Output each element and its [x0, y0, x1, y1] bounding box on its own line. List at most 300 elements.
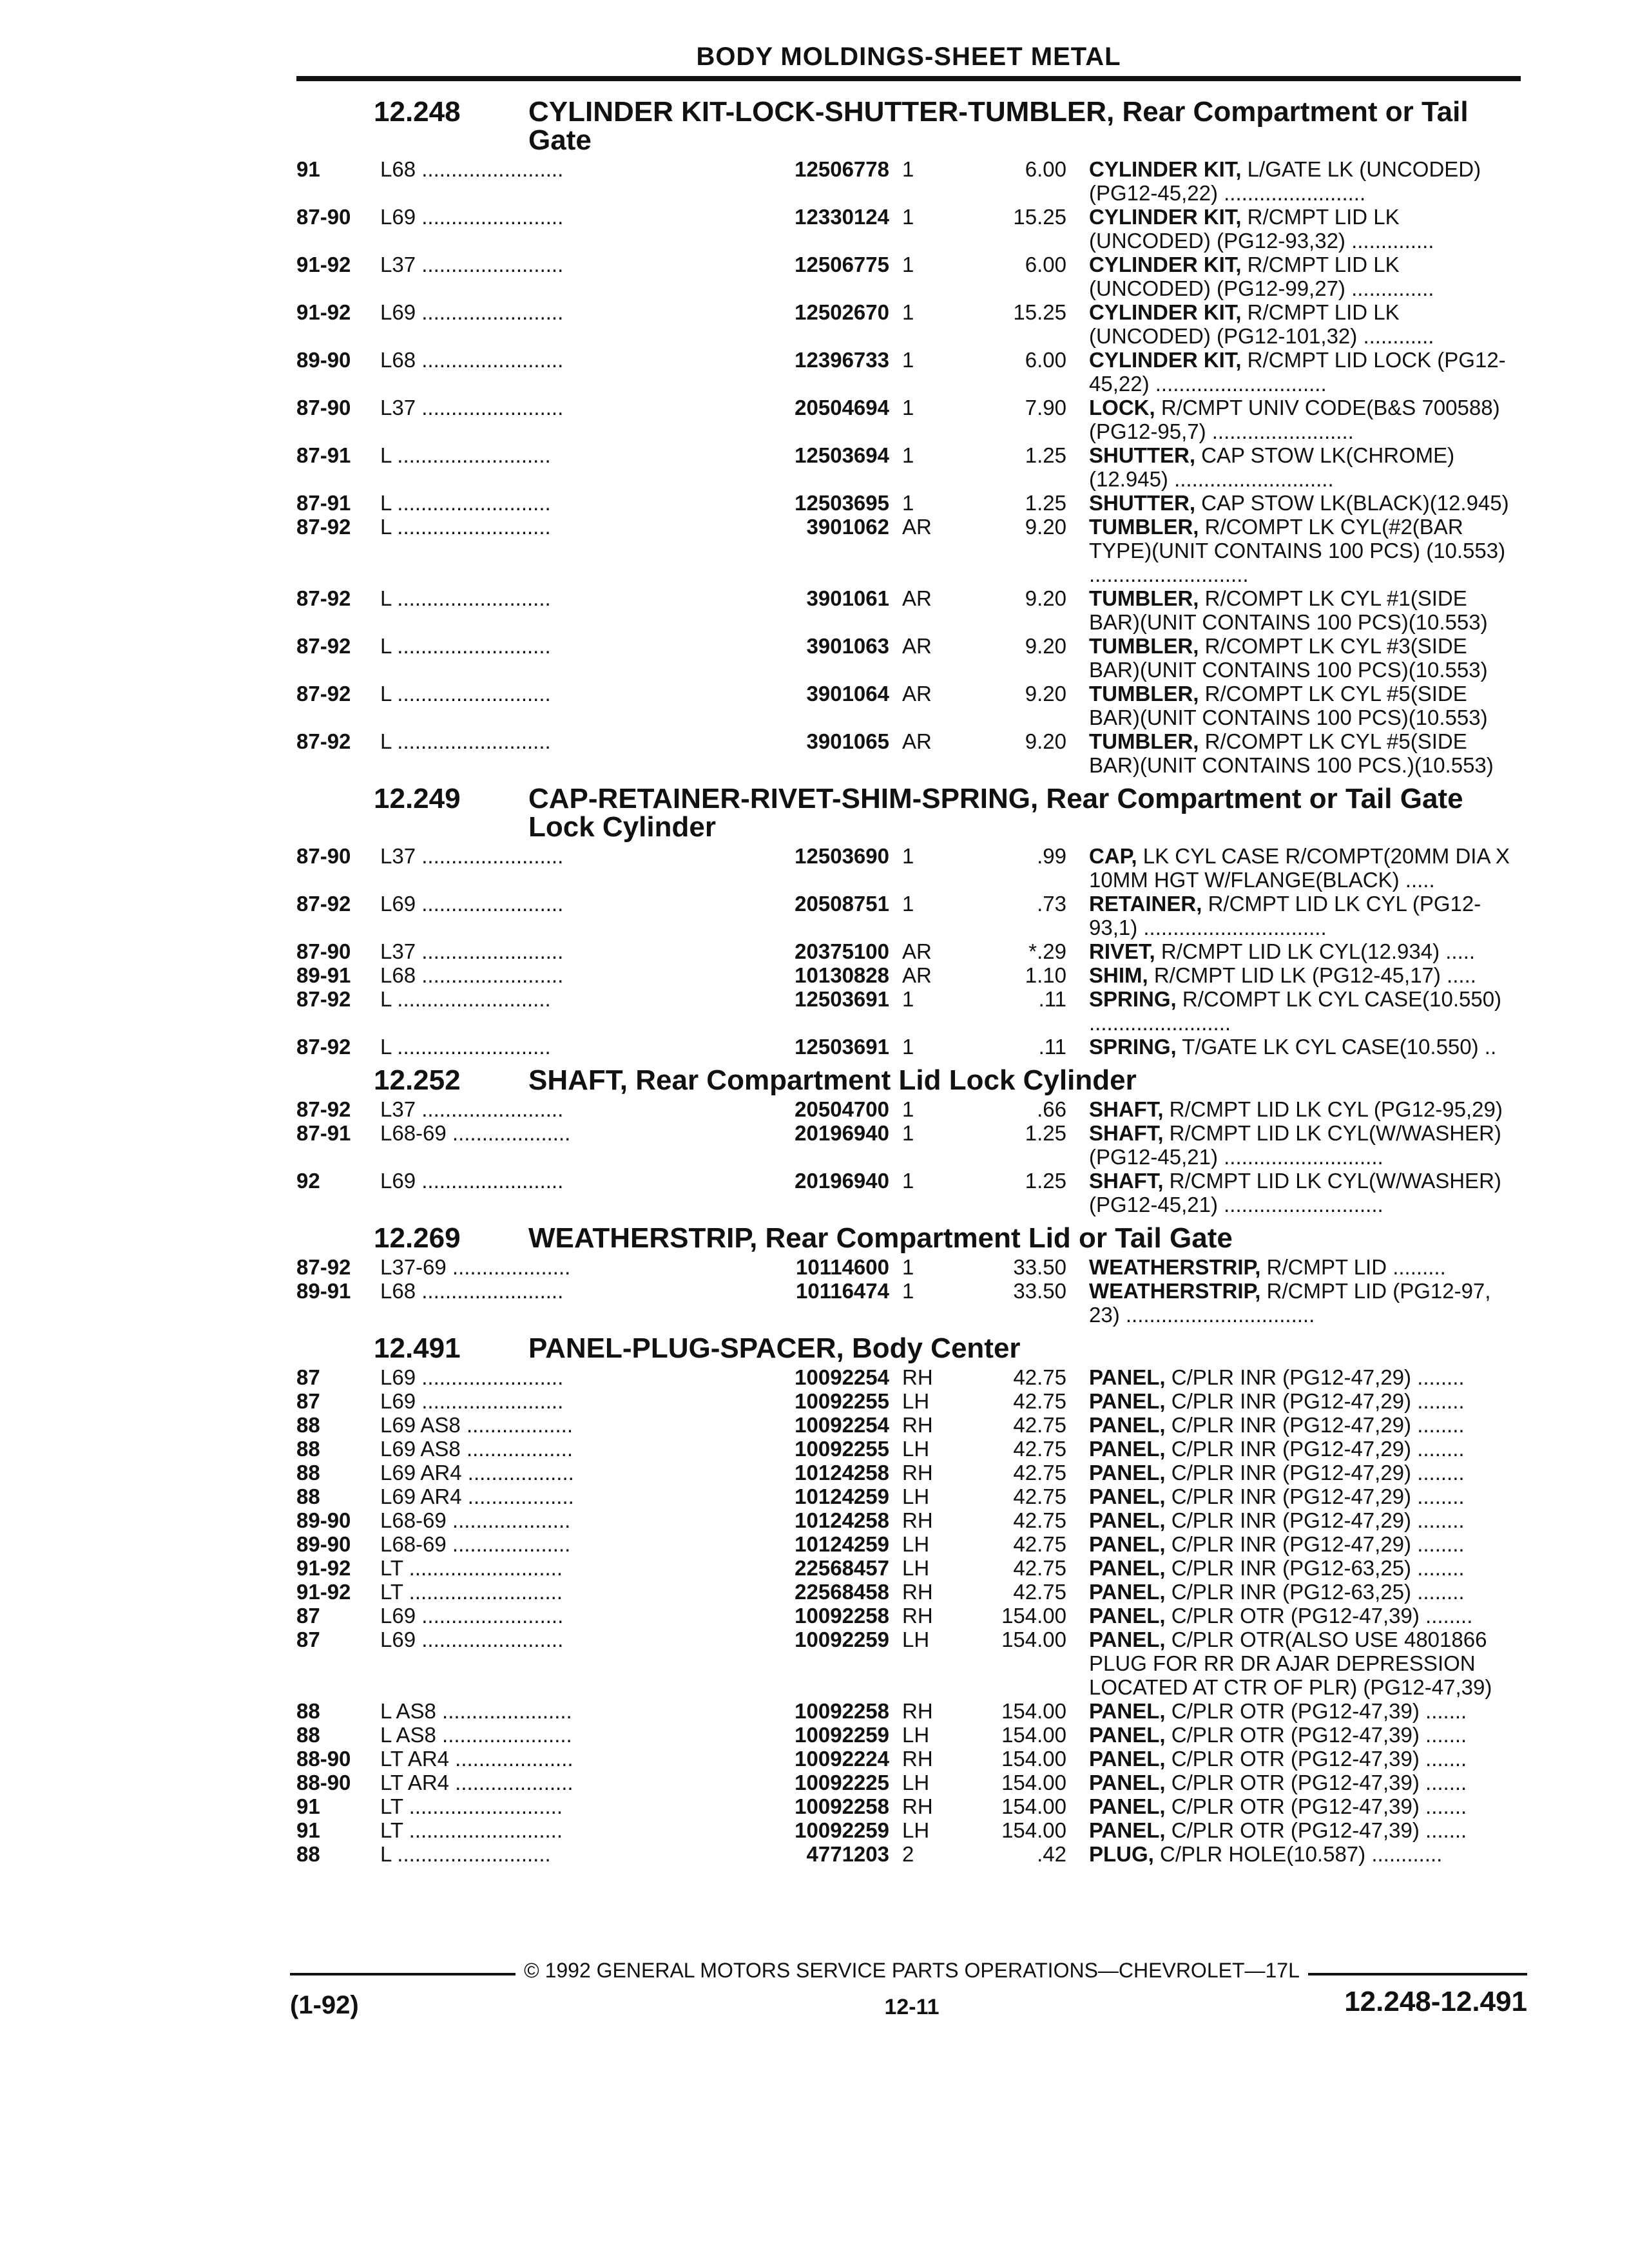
quantity: AR	[902, 634, 932, 658]
section-number: 12.269	[374, 1222, 461, 1254]
part-row	[296, 1365, 1521, 1389]
price: 154.00	[1001, 1771, 1066, 1794]
part-item-name: PANEL,	[1089, 1461, 1166, 1485]
part-number: 12506778	[795, 157, 889, 181]
part-detail: R/CMPT LID LK (PG12-45,17) .....	[1148, 963, 1476, 987]
part-item-name: CAP,	[1089, 844, 1137, 868]
quantity: LH	[902, 1437, 930, 1461]
part-description	[1089, 586, 1521, 634]
part-row	[296, 1389, 1521, 1413]
part-number: 3901061	[806, 586, 889, 610]
part-description	[1089, 1532, 1521, 1556]
part-item-name: SPRING,	[1089, 987, 1177, 1011]
part-row	[296, 1818, 1521, 1842]
part-detail: C/PLR OTR (PG12-47,39) .......	[1165, 1818, 1467, 1842]
price: 42.75	[1013, 1508, 1066, 1532]
model-year: 89-90	[296, 1508, 351, 1532]
part-item-name: SPRING,	[1089, 1035, 1177, 1059]
header-rule	[296, 76, 1521, 81]
model-year: 92	[296, 1169, 320, 1193]
price: .66	[1037, 1097, 1066, 1121]
part-number: 10092255	[795, 1389, 889, 1413]
part-row	[296, 682, 1521, 729]
section-title: WEATHERSTRIP, Rear Compartment Lid or Tail Gate	[528, 1222, 1233, 1254]
price: .11	[1038, 1035, 1066, 1059]
part-item-name: PANEL,	[1089, 1723, 1166, 1747]
quantity: LH	[902, 1485, 930, 1508]
part-row	[296, 1842, 1521, 1866]
part-detail: C/PLR OTR (PG12-47,39) .......	[1165, 1723, 1467, 1747]
part-number: 12396733	[795, 348, 889, 372]
model-year: 87-90	[296, 396, 351, 419]
part-number: 12502670	[795, 300, 889, 324]
part-number: 10092254	[795, 1413, 889, 1437]
body-model: L ..........................	[380, 682, 551, 706]
price: 6.00	[1025, 348, 1066, 372]
body-model: LT ..........................	[380, 1794, 563, 1818]
part-row	[296, 586, 1521, 634]
quantity: 1	[902, 443, 914, 467]
part-number: 4771203	[806, 1842, 889, 1866]
part-row	[296, 1532, 1521, 1556]
price: 42.75	[1013, 1556, 1066, 1580]
quantity: 1	[902, 1035, 914, 1059]
quantity: 1	[902, 396, 914, 419]
part-row	[296, 1771, 1521, 1794]
price: 1.25	[1025, 443, 1066, 467]
quantity: 1	[902, 1255, 914, 1279]
part-description	[1089, 1389, 1521, 1413]
body-model: L37-69 ....................	[380, 1255, 571, 1279]
quantity: LH	[902, 1771, 930, 1794]
body-model: L37 ........................	[380, 939, 564, 963]
body-model: L69 ........................	[380, 205, 564, 229]
part-description	[1089, 634, 1521, 682]
body-model: L69 ........................	[380, 300, 564, 324]
body-model: L68-69 ....................	[380, 1508, 571, 1532]
price: 1.10	[1025, 963, 1066, 987]
part-description	[1089, 1771, 1521, 1794]
price: 7.90	[1025, 396, 1066, 419]
part-number: 10092259	[795, 1723, 889, 1747]
part-item-name: WEATHERSTRIP,	[1089, 1279, 1261, 1303]
part-item-name: PANEL,	[1089, 1771, 1166, 1794]
part-detail: R/CMPT LID LK (UNCODED) (PG12-93,32) ..............	[1089, 205, 1434, 253]
model-year: 87-91	[296, 443, 351, 467]
part-row	[296, 157, 1521, 205]
price: .42	[1037, 1842, 1066, 1866]
quantity: 1	[902, 1097, 914, 1121]
model-year: 91	[296, 1794, 320, 1818]
part-detail: R/CMPT LID LK CYL(W/WASHER) (PG12-45,21) ...........................	[1089, 1121, 1501, 1169]
part-number: 3901064	[806, 682, 889, 706]
part-description	[1089, 348, 1521, 396]
part-detail: R/COMPT LK CYL(#2(BAR TYPE)(UNIT CONTAINS 100 PCS) (10.553) ...........................	[1089, 515, 1506, 586]
footer-copyright: © 1992 GENERAL MOTORS SERVICE PARTS OPERATIONS—CHEVROLET—17L	[524, 1959, 1300, 1982]
quantity: LH	[902, 1628, 930, 1651]
price: 154.00	[1001, 1628, 1066, 1651]
quantity: 2	[902, 1842, 914, 1866]
model-year: 91-92	[296, 300, 351, 324]
part-row	[296, 1121, 1521, 1169]
part-item-name: LOCK,	[1089, 396, 1155, 419]
price: 9.20	[1025, 515, 1066, 539]
part-item-name: SHAFT,	[1089, 1121, 1164, 1145]
part-detail: C/PLR INR (PG12-47,29) ........	[1165, 1485, 1465, 1508]
model-year: 87-92	[296, 515, 351, 539]
part-detail: C/PLR INR (PG12-47,29) ........	[1165, 1413, 1465, 1437]
part-detail: C/PLR INR (PG12-47,29) ........	[1165, 1365, 1465, 1389]
part-description	[1089, 1121, 1521, 1169]
body-model: L ..........................	[380, 491, 551, 515]
part-detail: R/COMPT LK CYL #5(SIDE BAR)(UNIT CONTAINS 100 PCS.)(10.553)	[1089, 729, 1494, 777]
part-item-name: PANEL,	[1089, 1556, 1166, 1580]
part-number: 12503695	[795, 491, 889, 515]
part-number: 22568457	[795, 1556, 889, 1580]
part-detail: R/COMPT LK CYL #3(SIDE BAR)(UNIT CONTAINS 100 PCS)(10.553)	[1089, 634, 1488, 682]
part-description	[1089, 963, 1521, 987]
body-model: L37 ........................	[380, 253, 564, 276]
part-number: 3901065	[806, 729, 889, 753]
body-model: L ..........................	[380, 1842, 551, 1866]
part-description	[1089, 396, 1521, 443]
price: 33.50	[1013, 1255, 1066, 1279]
part-detail: R/CMPT LID LK (UNCODED) (PG12-99,27) ..............	[1089, 253, 1434, 300]
price: 154.00	[1001, 1747, 1066, 1771]
body-model: L ..........................	[380, 586, 551, 610]
section-title: SHAFT, Rear Compartment Lid Lock Cylinder	[528, 1064, 1137, 1096]
part-number: 10092259	[795, 1628, 889, 1651]
part-row	[296, 729, 1521, 777]
model-year: 88	[296, 1461, 320, 1485]
quantity: AR	[902, 515, 932, 539]
part-detail: CAP STOW LK(CHROME) (12.945) ...........................	[1089, 443, 1455, 491]
model-year: 87-90	[296, 844, 351, 868]
quantity: RH	[902, 1580, 933, 1604]
quantity: 1	[902, 1279, 914, 1303]
price: .99	[1037, 844, 1066, 868]
price: 154.00	[1001, 1699, 1066, 1723]
part-row	[296, 205, 1521, 253]
part-number: 10124259	[795, 1532, 889, 1556]
model-year: 87-92	[296, 729, 351, 753]
part-detail: C/PLR OTR(ALSO USE 4801866 PLUG FOR RR DR AJAR DEPRESSION LOCATED AT CTR OF PLR) (PG12-47,39)	[1089, 1628, 1492, 1699]
body-model: L ..........................	[380, 515, 551, 539]
footer-rule-right	[1308, 1973, 1527, 1975]
part-row	[296, 1461, 1521, 1485]
part-detail: C/PLR INR (PG12-63,25) ........	[1165, 1580, 1465, 1604]
model-year: 88	[296, 1842, 320, 1866]
part-description	[1089, 1628, 1521, 1699]
model-year: 87-92	[296, 1097, 351, 1121]
part-number: 20504700	[795, 1097, 889, 1121]
model-year: 91-92	[296, 1556, 351, 1580]
model-year: 87-91	[296, 1121, 351, 1145]
body-model: LT AR4 ....................	[380, 1771, 574, 1794]
part-detail: T/GATE LK CYL CASE(10.550) ..	[1176, 1035, 1497, 1059]
price: 154.00	[1001, 1818, 1066, 1842]
model-year: 87-92	[296, 1035, 351, 1059]
model-year: 87-90	[296, 939, 351, 963]
part-item-name: PANEL,	[1089, 1413, 1166, 1437]
part-item-name: RETAINER,	[1089, 892, 1202, 916]
body-model: L37 ........................	[380, 844, 564, 868]
part-item-name: TUMBLER,	[1089, 729, 1199, 753]
part-item-name: CYLINDER KIT,	[1089, 300, 1242, 324]
part-description	[1089, 300, 1521, 348]
body-model: L ..........................	[380, 987, 551, 1011]
price: 154.00	[1001, 1794, 1066, 1818]
part-description	[1089, 1365, 1521, 1389]
part-row	[296, 1723, 1521, 1747]
part-detail: C/PLR OTR (PG12-47,39) .......	[1165, 1699, 1467, 1723]
part-row	[296, 1794, 1521, 1818]
part-row	[296, 1437, 1521, 1461]
footer-page-number: 12-11	[884, 1995, 940, 2019]
model-year: 88-90	[296, 1747, 351, 1771]
part-item-name: PANEL,	[1089, 1485, 1166, 1508]
part-row	[296, 1556, 1521, 1580]
model-year: 88	[296, 1413, 320, 1437]
part-description	[1089, 1097, 1521, 1121]
part-description	[1089, 1699, 1521, 1723]
part-number: 10114600	[795, 1255, 889, 1279]
price: .11	[1038, 987, 1066, 1011]
model-year: 87-92	[296, 987, 351, 1011]
part-item-name: PANEL,	[1089, 1365, 1166, 1389]
part-item-name: PANEL,	[1089, 1818, 1166, 1842]
model-year: 91	[296, 157, 320, 181]
part-item-name: PANEL,	[1089, 1628, 1166, 1651]
part-item-name: PANEL,	[1089, 1604, 1166, 1628]
part-description	[1089, 892, 1521, 939]
part-item-name: PLUG,	[1089, 1842, 1154, 1866]
body-model: L69 ........................	[380, 1389, 564, 1413]
model-year: 91-92	[296, 1580, 351, 1604]
body-model: L68-69 ....................	[380, 1532, 571, 1556]
part-number: 12503691	[795, 1035, 889, 1059]
model-year: 88-90	[296, 1771, 351, 1794]
price: 1.25	[1025, 1121, 1066, 1145]
part-number: 10092255	[795, 1437, 889, 1461]
part-number: 10092254	[795, 1365, 889, 1389]
part-detail: R/CMPT LID LK (UNCODED) (PG12-101,32) ............	[1089, 300, 1434, 348]
part-number: 3901063	[806, 634, 889, 658]
body-model: L69 ........................	[380, 1628, 564, 1651]
part-description	[1089, 1279, 1521, 1327]
part-row	[296, 1604, 1521, 1628]
part-description	[1089, 1169, 1521, 1216]
part-row	[296, 1628, 1521, 1699]
part-item-name: TUMBLER,	[1089, 586, 1199, 610]
body-model: L68 ........................	[380, 157, 564, 181]
body-model: L69 ........................	[380, 1365, 564, 1389]
part-item-name: PANEL,	[1089, 1508, 1166, 1532]
quantity: RH	[902, 1508, 933, 1532]
part-number: 10124258	[795, 1508, 889, 1532]
part-row	[296, 1485, 1521, 1508]
part-detail: C/PLR INR (PG12-47,29) ........	[1165, 1508, 1465, 1532]
price: 15.25	[1013, 300, 1066, 324]
part-row	[296, 1097, 1521, 1121]
part-detail: C/PLR OTR (PG12-47,39) .......	[1165, 1771, 1467, 1794]
part-description	[1089, 1604, 1521, 1628]
part-detail: C/PLR OTR (PG12-47,39) ........	[1165, 1604, 1473, 1628]
part-item-name: CYLINDER KIT,	[1089, 157, 1242, 181]
part-number: 10092259	[795, 1818, 889, 1842]
model-year: 91	[296, 1818, 320, 1842]
part-item-name: TUMBLER,	[1089, 634, 1199, 658]
body-model: L69 ........................	[380, 1169, 564, 1193]
body-model: LT ..........................	[380, 1580, 563, 1604]
section-number: 12.248	[374, 96, 461, 128]
quantity: RH	[902, 1365, 933, 1389]
part-number: 10124259	[795, 1485, 889, 1508]
section-number: 12.252	[374, 1064, 461, 1096]
body-model: L68 ........................	[380, 348, 564, 372]
part-row	[296, 1508, 1521, 1532]
price: 33.50	[1013, 1279, 1066, 1303]
parts-listing	[296, 90, 1521, 1866]
body-model: L69 ........................	[380, 1604, 564, 1628]
part-number: 12503694	[795, 443, 889, 467]
part-row	[296, 1255, 1521, 1279]
quantity: 1	[902, 300, 914, 324]
part-row	[296, 1747, 1521, 1771]
quantity: 1	[902, 892, 914, 916]
section-heading	[296, 1066, 1521, 1097]
part-detail: R/CMPT LID (PG12-97, 23) ................................	[1089, 1279, 1491, 1327]
part-detail: C/PLR OTR (PG12-47,39) .......	[1165, 1747, 1467, 1771]
price: 42.75	[1013, 1580, 1066, 1604]
footer-rule-left	[290, 1973, 516, 1975]
quantity: 1	[902, 348, 914, 372]
price: 154.00	[1001, 1723, 1066, 1747]
part-row	[296, 963, 1521, 987]
quantity: AR	[902, 586, 932, 610]
body-model: L68-69 ....................	[380, 1121, 571, 1145]
body-model: L37 ........................	[380, 1097, 564, 1121]
part-number: 20196940	[795, 1121, 889, 1145]
quantity: AR	[902, 729, 932, 753]
price: 1.25	[1025, 1169, 1066, 1193]
price: 42.75	[1013, 1437, 1066, 1461]
part-number: 10092224	[795, 1747, 889, 1771]
part-description	[1089, 1723, 1521, 1747]
part-item-name: SHIM,	[1089, 963, 1148, 987]
model-year: 88	[296, 1699, 320, 1723]
part-item-name: PANEL,	[1089, 1747, 1166, 1771]
model-year: 88	[296, 1485, 320, 1508]
quantity: 1	[902, 157, 914, 181]
part-description	[1089, 1461, 1521, 1485]
part-detail: C/PLR INR (PG12-63,25) ........	[1165, 1556, 1465, 1580]
part-detail: R/CMPT UNIV CODE(B&S 700588) (PG12-95,7) ........................	[1089, 396, 1500, 443]
part-description	[1089, 157, 1521, 205]
part-item-name: CYLINDER KIT,	[1089, 205, 1242, 229]
part-description	[1089, 1413, 1521, 1437]
body-model: L69 AR4 ..................	[380, 1461, 574, 1485]
part-item-name: PANEL,	[1089, 1437, 1166, 1461]
part-row	[296, 348, 1521, 396]
part-row	[296, 1699, 1521, 1723]
part-number: 20504694	[795, 396, 889, 419]
part-row	[296, 1035, 1521, 1059]
part-item-name: PANEL,	[1089, 1794, 1166, 1818]
model-year: 87-92	[296, 682, 351, 706]
price: 42.75	[1013, 1461, 1066, 1485]
part-description	[1089, 682, 1521, 729]
part-description	[1089, 1508, 1521, 1532]
part-description	[1089, 1842, 1521, 1866]
part-row	[296, 300, 1521, 348]
part-description	[1089, 987, 1521, 1035]
part-item-name: SHAFT,	[1089, 1169, 1164, 1193]
model-year: 89-90	[296, 1532, 351, 1556]
part-item-name: CYLINDER KIT,	[1089, 253, 1242, 276]
part-number: 3901062	[806, 515, 889, 539]
part-number: 20196940	[795, 1169, 889, 1193]
price: 9.20	[1025, 729, 1066, 753]
model-year: 87-92	[296, 1255, 351, 1279]
quantity: RH	[902, 1699, 933, 1723]
price: 42.75	[1013, 1532, 1066, 1556]
part-item-name: SHUTTER,	[1089, 491, 1195, 515]
model-year: 87-92	[296, 586, 351, 610]
part-row	[296, 939, 1521, 963]
part-item-name: TUMBLER,	[1089, 682, 1199, 706]
model-year: 89-91	[296, 1279, 351, 1303]
body-model: L68 ........................	[380, 1279, 564, 1303]
part-row	[296, 1279, 1521, 1327]
part-item-name: CYLINDER KIT,	[1089, 348, 1242, 372]
part-number: 20508751	[795, 892, 889, 916]
quantity: LH	[902, 1818, 930, 1842]
model-year: 87	[296, 1365, 320, 1389]
section-number: 12.491	[374, 1332, 461, 1364]
part-description	[1089, 1818, 1521, 1842]
part-item-name: PANEL,	[1089, 1699, 1166, 1723]
body-model: L69 AS8 ..................	[380, 1413, 573, 1437]
part-detail: C/PLR INR (PG12-47,29) ........	[1165, 1461, 1465, 1485]
part-item-name: WEATHERSTRIP,	[1089, 1255, 1261, 1279]
section-heading	[296, 1334, 1521, 1365]
part-description	[1089, 1485, 1521, 1508]
body-model: L69 AR4 ..................	[380, 1485, 574, 1508]
part-row	[296, 443, 1521, 491]
quantity: LH	[902, 1723, 930, 1747]
part-description	[1089, 1580, 1521, 1604]
price: 154.00	[1001, 1604, 1066, 1628]
price: 15.25	[1013, 205, 1066, 229]
price: 42.75	[1013, 1365, 1066, 1389]
part-item-name: PANEL,	[1089, 1389, 1166, 1413]
body-model: L ..........................	[380, 729, 551, 753]
part-number: 10092258	[795, 1604, 889, 1628]
model-year: 87-92	[296, 892, 351, 916]
body-model: LT ..........................	[380, 1556, 563, 1580]
price: 42.75	[1013, 1485, 1066, 1508]
part-number: 10124258	[795, 1461, 889, 1485]
part-row	[296, 396, 1521, 443]
model-year: 87-90	[296, 205, 351, 229]
part-detail: C/PLR INR (PG12-47,29) ........	[1165, 1437, 1465, 1461]
model-year: 87-92	[296, 634, 351, 658]
price: .73	[1037, 892, 1066, 916]
quantity: 1	[902, 1121, 914, 1145]
part-row	[296, 253, 1521, 300]
price: 9.20	[1025, 634, 1066, 658]
